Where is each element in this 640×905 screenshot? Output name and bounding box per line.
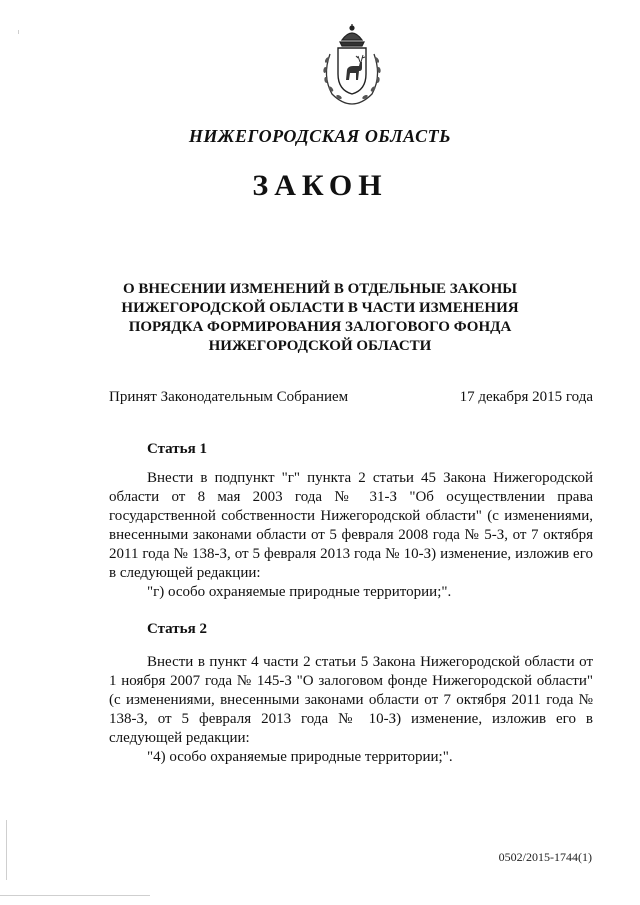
- article-1-text: Внести в подпункт "г" пункта 2 статьи 45 Закона Нижегородской области от 8 мая 2003 года № 31-З "Об осуществлении права государственной собственности Нижегородской области" (с изменениями, внесенными законами области от 5 февраля 2008 года № 5-З, от 7 октября 2011 года № 138-З, от 5 февраля 2013 года № 10-З) изменение, изложив его в следующей редакции:: [109, 470, 593, 581]
- article-1-body: [109, 469, 593, 602]
- article-2-body: [109, 653, 593, 767]
- law-title: О ВНЕСЕНИИ ИЗМЕНЕНИЙ В ОТДЕЛЬНЫЕ ЗАКОНЫ НИЖЕГОРОДСКОЙ ОБЛАСТИ В ЧАСТИ ИЗМЕНЕНИЯ ПОРЯДКА ФОРМИРОВАНИЯ ЗАЛОГОВОГО ФОНДА НИЖЕГОРОДСКОЙ ОБЛАСТИ: [121, 281, 519, 354]
- document-code: 0502/2015-1744(1): [498, 850, 592, 864]
- article-2-quote: "4) особо охраняемые природные территории;".: [147, 749, 453, 765]
- adopted-date: 17 декабря 2015 года: [459, 389, 593, 405]
- article-1-heading: Статья 1: [147, 441, 207, 457]
- coat-of-arms-icon: [316, 24, 388, 108]
- article-2-text: Внести в пункт 4 части 2 статьи 5 Закона Нижегородской области от 1 ноября 2007 года № 145-З "О залоговом фонде Нижегородской области" (с изменениями, внесенными законами области от 7 октября 2011 года № 138-З, от 5 февраля 2013 года № 10-З) изменение, изложив его в следующей редакции:: [109, 654, 593, 746]
- article-2-heading: Статья 2: [147, 621, 207, 637]
- region-name: НИЖЕГОРОДСКАЯ ОБЛАСТЬ: [188, 126, 452, 146]
- scan-edge-mark: [6, 820, 7, 880]
- scan-edge-mark: [18, 30, 19, 34]
- adopted-by: Принят Законодательным Собранием: [109, 389, 349, 405]
- article-1-quote: "г) особо охраняемые природные территории;".: [147, 584, 452, 600]
- document-type: ЗАКОН: [252, 169, 388, 202]
- scan-edge-mark: [0, 895, 150, 896]
